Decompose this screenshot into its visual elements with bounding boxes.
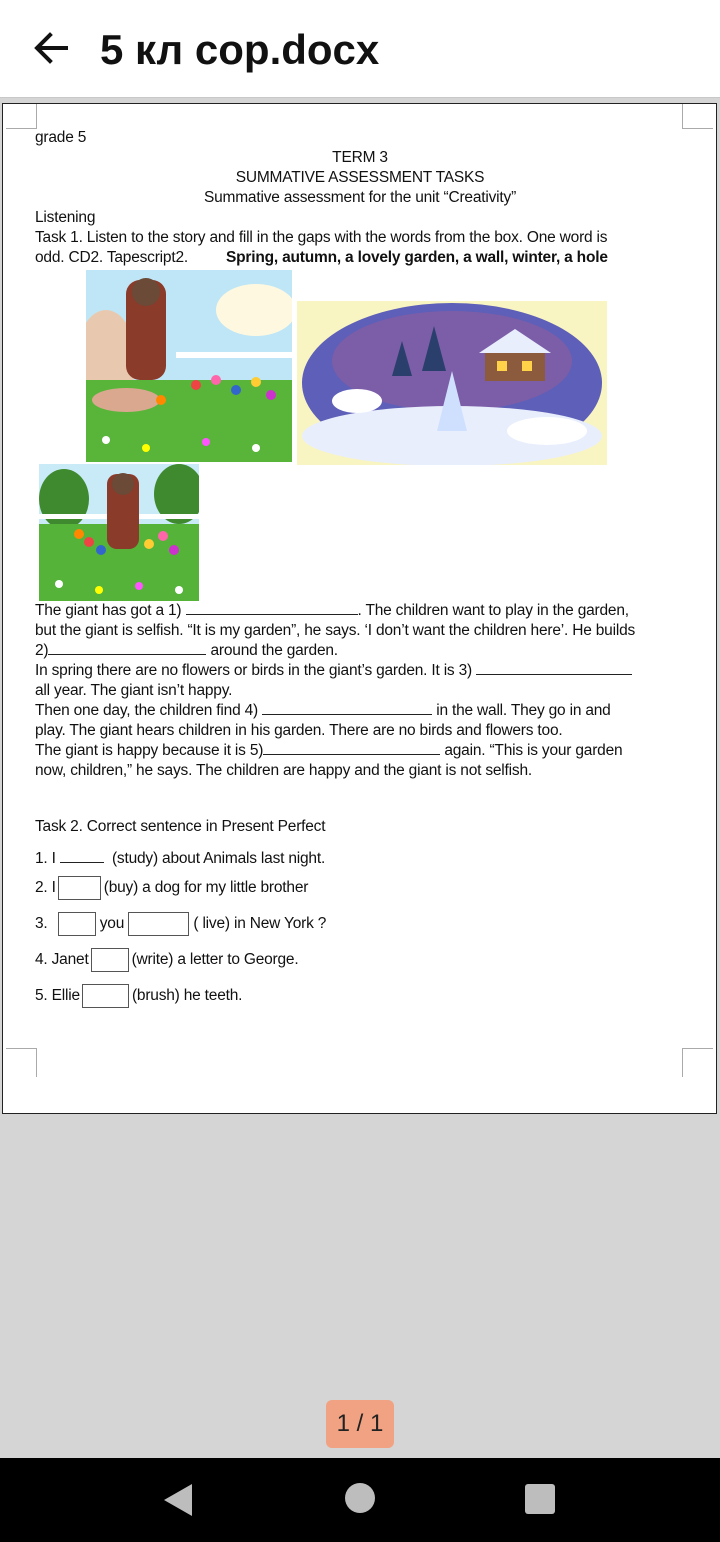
word-box: Spring, autumn, a lovely garden, a wall, winter, a hole [225, 249, 608, 266]
gap-3 [476, 661, 632, 675]
crop-mark-bottom-right [682, 1048, 713, 1077]
row-text: 4. Janet [35, 951, 89, 969]
task2-row-3 [35, 912, 326, 934]
app-bar [0, 0, 720, 98]
story-line: all year. The giant isn’t happy. [35, 682, 233, 699]
giant-garden-image [86, 270, 292, 462]
row-text: 3. [35, 915, 48, 933]
story-text [35, 601, 685, 781]
row-text: 1. I [35, 850, 56, 867]
back-button[interactable] [24, 22, 76, 74]
story-line: again. “This is your garden [440, 742, 623, 759]
section-label: Listening [35, 209, 96, 226]
story-line: . The children want to play in the garden, [357, 602, 629, 619]
document-title: 5 кл сор.docx [100, 26, 380, 73]
giant-with-children-image [39, 464, 199, 601]
task2-row-2 [35, 876, 308, 898]
row-text: (buy) a dog for my little brother [103, 879, 309, 897]
grade-label: grade 5 [35, 129, 87, 146]
task1-instructions: Task 1. Listen to the story and fill in the gaps with the words from the box. One word is [35, 229, 608, 246]
story-line: The giant is happy because it is 5) [35, 742, 264, 759]
gap-2 [48, 641, 206, 655]
story-line: In spring there are no flowers or birds in the giant’s garden. It is 3) [35, 662, 472, 679]
task1-instructions-cont: odd. CD2. Tapescript2. [35, 249, 188, 266]
row-text: (write) a letter to George. [131, 951, 299, 969]
story-line: 2) [35, 642, 49, 659]
answer-box-5[interactable] [82, 984, 129, 1008]
document-page[interactable] [2, 103, 717, 1114]
row-text: 2. I [35, 879, 56, 897]
unit-subheading: Summative assessment for the unit “Creativity” [203, 189, 517, 206]
task2-row-5 [35, 984, 242, 1006]
story-line: in the wall. They go in and [432, 702, 611, 719]
page-indicator: 1 / 1 [326, 1400, 394, 1448]
answer-box-2[interactable] [58, 876, 101, 900]
summative-heading: SUMMATIVE ASSESSMENT TASKS [235, 169, 485, 186]
gap-5 [263, 741, 440, 755]
row-text: (brush) he teeth. [131, 987, 243, 1005]
answer-box-3b[interactable] [128, 912, 189, 936]
circle-home-icon[interactable] [345, 1483, 375, 1513]
gap-1 [186, 601, 358, 615]
story-line: around the garden. [206, 642, 338, 659]
story-line: but the giant is selfish. “It is my garden”, he says. ‘I don’t want the children here’. He builds [35, 622, 636, 639]
winter-scene-image [297, 301, 607, 465]
document-body [35, 128, 685, 268]
crop-mark-top-left [6, 104, 37, 129]
triangle-back-icon[interactable] [160, 1482, 196, 1518]
row-text: ( live) in New York ? [193, 915, 327, 933]
crop-mark-top-right [682, 104, 713, 129]
row-text: you [99, 915, 125, 933]
crop-mark-bottom-left [6, 1048, 37, 1077]
row-text: 5. Ellie [35, 987, 80, 1005]
answer-box-3a[interactable] [58, 912, 96, 936]
task2-row-4 [35, 948, 298, 970]
task2-row-1 [35, 848, 325, 870]
answer-gap-1[interactable] [60, 853, 104, 863]
square-recents-icon[interactable] [525, 1484, 555, 1514]
story-line: now, children,” he says. The children are happy and the giant is not selfish. [35, 762, 532, 779]
answer-box-4[interactable] [91, 948, 129, 972]
system-nav-bar [0, 1458, 720, 1542]
story-line: play. The giant hears children in his garden. There are no birds and flowers too. [35, 722, 563, 739]
story-line: Then one day, the children find 4) [35, 702, 258, 719]
story-line: The giant has got a 1) [35, 602, 182, 619]
gap-4 [262, 701, 432, 715]
term-heading: TERM 3 [332, 149, 388, 166]
task2-title: Task 2. Correct sentence in Present Perfect [35, 818, 326, 835]
arrow-left-icon [30, 28, 70, 68]
row-text: (study) about Animals last night. [111, 850, 326, 867]
